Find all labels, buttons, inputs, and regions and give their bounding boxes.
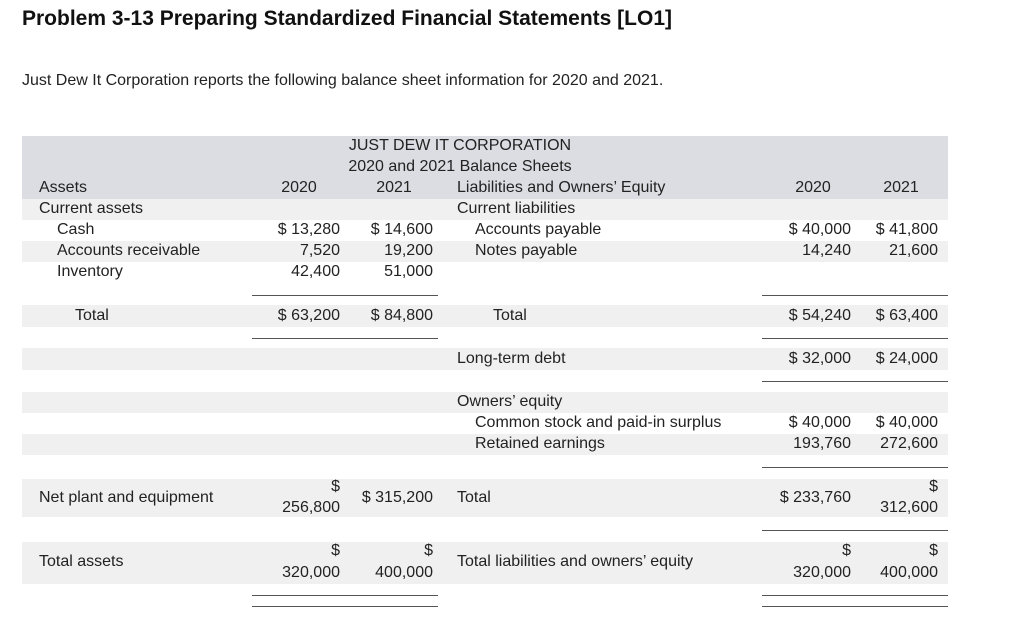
oe-total-label: Total [457, 489, 491, 506]
ca-total-2020: $ 63,200 [277, 307, 340, 324]
total-liab-oe-2020: 320,000 [793, 564, 851, 581]
total-liab-oe-label: Total liabilities and owners’ equity [457, 553, 693, 570]
oe-total-2021: 312,600 [880, 499, 938, 516]
total-assets-2021-sign: $ [424, 542, 433, 559]
ar-2020: 7,520 [299, 242, 340, 259]
retained-2020: 193,760 [793, 435, 851, 452]
total-rule [762, 338, 948, 339]
owners-equity-label: Owners’ equity [457, 393, 563, 410]
total-liab-oe-2020-sign: $ [842, 542, 851, 559]
subtotal-rule [252, 295, 438, 296]
total-assets-label: Total assets [39, 553, 124, 570]
cl-total-label: Total [493, 307, 527, 324]
assets-header: Assets [39, 179, 88, 196]
total-assets-2020-sign: $ [331, 542, 340, 559]
inventory-label: Inventory [57, 263, 123, 280]
ltd-2020: $ 32,000 [788, 350, 851, 367]
cash-2021: $ 14,600 [370, 221, 433, 238]
statement-subtitle: 2020 and 2021 Balance Sheets [348, 158, 572, 175]
total-liab-oe-2021-sign: $ [929, 542, 938, 559]
np-2020: 14,240 [802, 242, 851, 259]
current-assets-label: Current assets [39, 200, 144, 217]
common-stock-label: Common stock and paid-in surplus [475, 414, 722, 431]
ltd-rule [762, 381, 948, 382]
subtotal-rule [762, 295, 948, 296]
double-rule-top [252, 595, 438, 596]
double-rule-top [762, 595, 948, 596]
double-rule-bottom [252, 606, 438, 607]
current-liabilities-label: Current liabilities [457, 200, 576, 217]
oe-total-rule [762, 530, 948, 531]
total-rule [252, 338, 438, 339]
company-name: JUST DEW IT CORPORATION [348, 137, 572, 154]
liab-year1-header: 2020 [795, 179, 831, 196]
cl-total-2020: $ 54,240 [788, 307, 851, 324]
retained-label: Retained earnings [475, 435, 605, 452]
equity-rule [762, 467, 948, 468]
net-plant-2021: $ 315,200 [361, 489, 433, 506]
common-stock-2020: $ 40,000 [788, 414, 851, 431]
ar-2021: 19,200 [384, 242, 433, 259]
retained-2021: 272,600 [880, 435, 938, 452]
cl-total-2021: $ 63,400 [875, 307, 938, 324]
ca-total-2021: $ 84,800 [370, 307, 433, 324]
ap-2020: $ 40,000 [788, 221, 851, 238]
ca-total-label: Total [75, 307, 109, 324]
total-assets-2020: 320,000 [282, 564, 340, 581]
double-rule-bottom [762, 606, 948, 607]
net-plant-2020: 256,800 [282, 499, 340, 516]
assets-year2-header: 2021 [376, 179, 412, 196]
ap-2021: $ 41,800 [875, 221, 938, 238]
inventory-2020: 42,400 [291, 263, 340, 280]
ltd-2021: $ 24,000 [875, 350, 938, 367]
np-2021: 21,600 [889, 242, 938, 259]
oe-total-2021-sign: $ [929, 478, 938, 495]
np-label: Notes payable [475, 242, 578, 259]
assets-year1-header: 2020 [281, 179, 317, 196]
liabilities-header: Liabilities and Owners’ Equity [457, 179, 666, 196]
ltd-label: Long-term debt [457, 350, 566, 367]
ap-label: Accounts payable [475, 221, 602, 238]
net-plant-label: Net plant and equipment [39, 489, 214, 506]
liab-year2-header: 2021 [883, 179, 919, 196]
inventory-2021: 51,000 [384, 263, 433, 280]
intro-text: Just Dew It Corporation reports the following balance sheet information for 2020 and 2021. [22, 72, 664, 89]
oe-total-2020: $ 233,760 [779, 489, 851, 506]
cash-label: Cash [57, 221, 95, 238]
total-liab-oe-2021: 400,000 [880, 564, 938, 581]
net-plant-2020-sign: $ [331, 478, 340, 495]
page-title: Problem 3-13 Preparing Standardized Financial Statements [LO1] [22, 7, 672, 30]
ar-label: Accounts receivable [57, 242, 201, 259]
common-stock-2021: $ 40,000 [875, 414, 938, 431]
cash-2020: $ 13,280 [277, 221, 340, 238]
total-assets-2021: 400,000 [375, 564, 433, 581]
